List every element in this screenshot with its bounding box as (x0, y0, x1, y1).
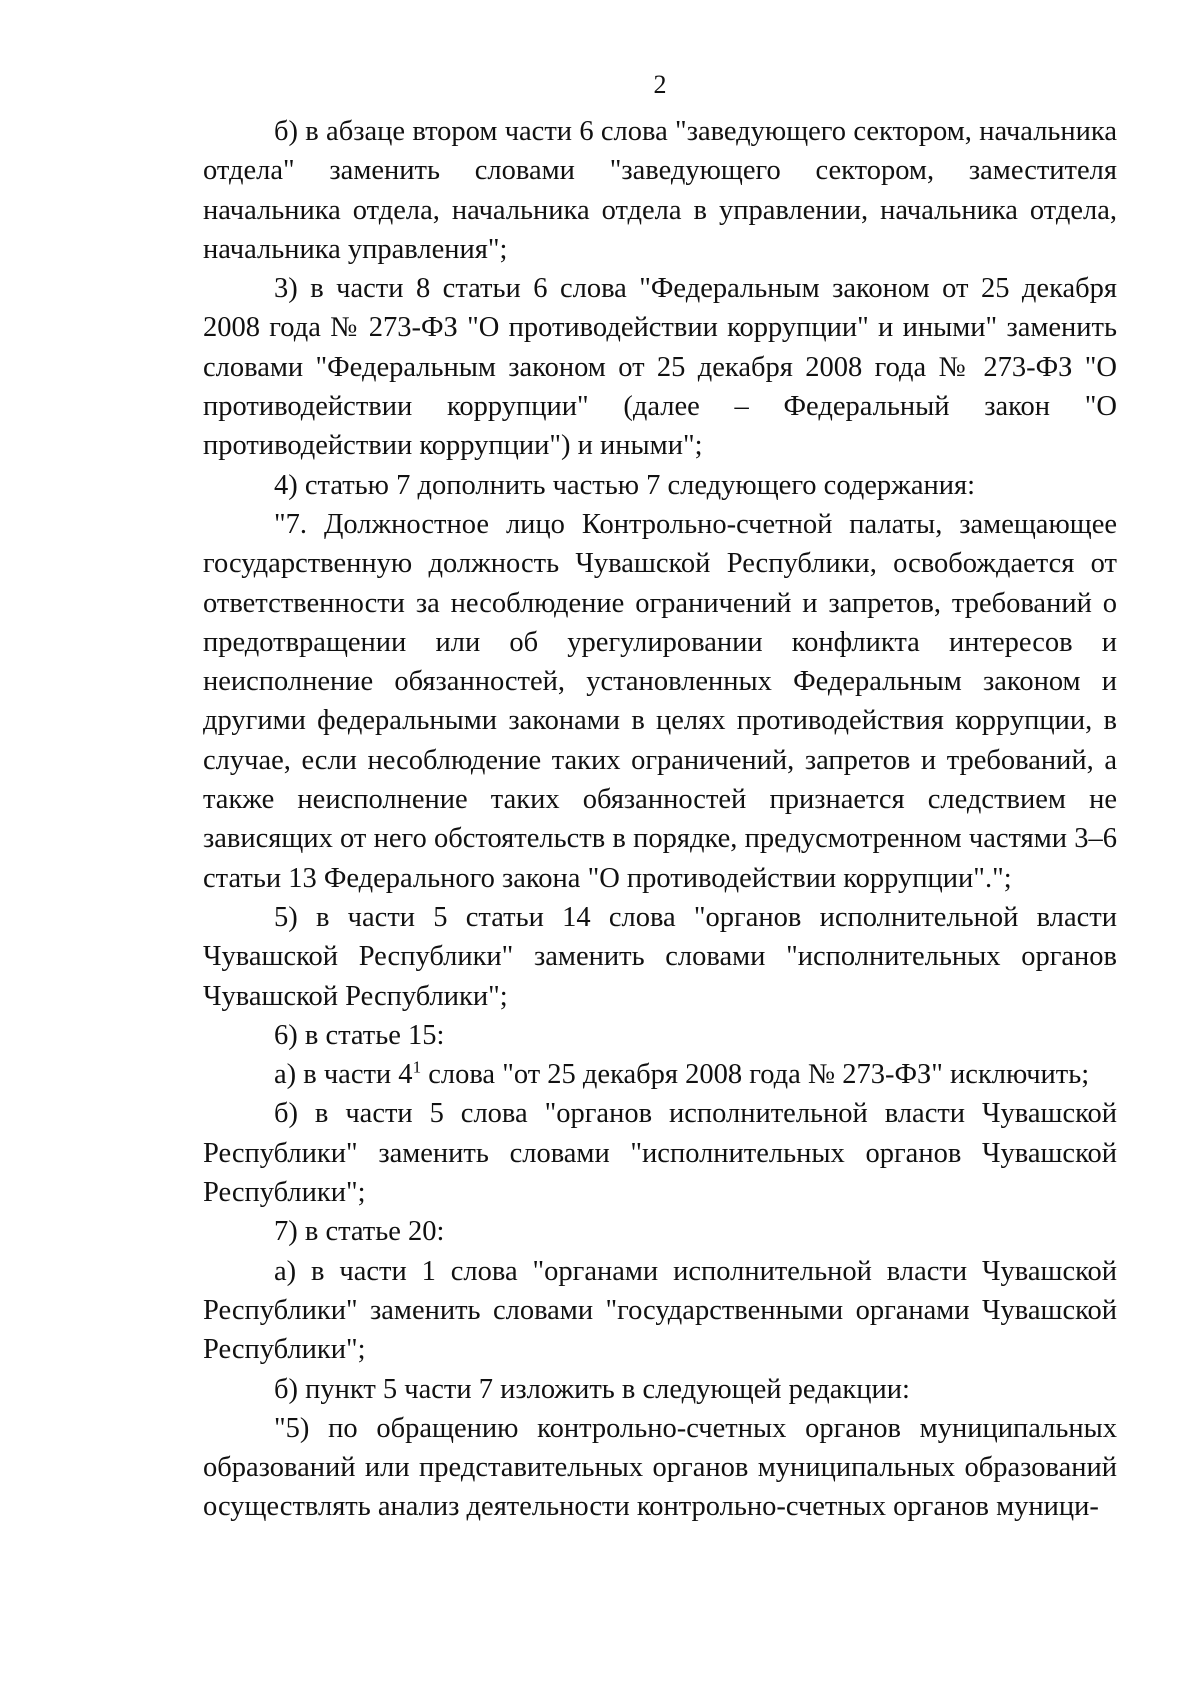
paragraph: б) в абзаце втором части 6 слова "заведующего сектором, начальника отдела" заменить словами "заведующего сектором, заместителя начальника отдела, начальника отдела в управлении, начальника отдела, начальника управления"; (203, 116, 1117, 265)
paragraph: 6) в статье 15: (274, 1019, 445, 1051)
page-number: 2 (653, 70, 667, 99)
paragraph: 3) в части 8 статьи 6 слова "Федеральным законом от 25 декабря 2008 года № 273-ФЗ "О противодействии коррупции" и иными" заменить словами "Федеральным законом от 25 декабря 2008 года № 273-ФЗ "О противодействии коррупции" (далее – Федеральный закон "О противодействии коррупции") и иными"; (203, 273, 1117, 462)
paragraph-part-4-1 (203, 1055, 1117, 1094)
paragraph-text: слова "от 25 декабря 2008 года № 273-ФЗ" исключить; (421, 1059, 1090, 1091)
superscript: 1 (412, 1057, 422, 1077)
paragraph: б) в части 5 слова "органов исполнительной власти Чувашской Республики" заменить словами "исполнительных органов Чувашской Республики"; (203, 1098, 1117, 1209)
paragraph: 5) в части 5 статьи 14 слова "органов исполнительной власти Чувашской Республики" заменить словами "исполнительных органов Чувашской Республики"; (203, 901, 1117, 1012)
paragraph: а) в части 1 слова "органами исполнительной власти Чувашской Республики" заменить словами "государственными органами Чувашской Республики"; (203, 1255, 1117, 1366)
document-body (203, 112, 1117, 1527)
paragraph: "5) по обращению контрольно-счетных органов муниципальных образований или представительных органов муниципальных образований осуществлять анализ деятельности контрольно-счетных органов муници- (203, 1412, 1117, 1523)
paragraph: 4) статью 7 дополнить частью 7 следующего содержания: (274, 469, 976, 501)
paragraph: 7) в статье 20: (274, 1216, 445, 1248)
paragraph: "7. Должностное лицо Контрольно-счетной палаты, замещающее государственную должность Чувашской Республики, освобождается от ответственности за несоблюдение ограничений и запретов, требований о предотвращении или об урегулировании конфликта интересов и неисполнение обязанностей, установленных Федеральным законом и другими федеральными законами в целях противодействия коррупции, в случае, если несоблюдение таких ограничений, запретов и требований, а также неисполнение таких обязанностей признается следствием не зависящих от него обстоятельств в порядке, предусмотренном частями 3–6 статьи 13 Федерального закона "О противодействии коррупции"."; (203, 508, 1117, 894)
paragraph-text: а) в части 4 (274, 1059, 413, 1091)
paragraph: б) пункт 5 части 7 изложить в следующей редакции: (274, 1373, 910, 1405)
